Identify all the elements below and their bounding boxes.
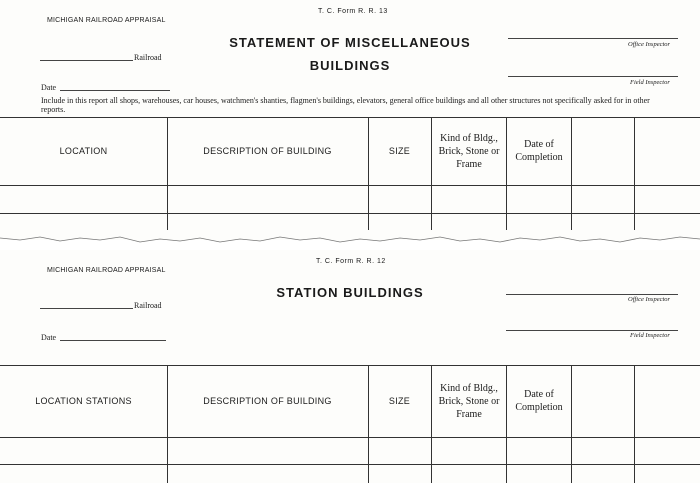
col-header-location: LOCATION — [59, 146, 108, 156]
col-header-location-stations: LOCATION STATIONS — [35, 396, 132, 406]
field-inspector-label: Field Inspector — [630, 332, 670, 339]
form-number: T. C. Form R. R. 12 — [316, 258, 386, 265]
col-header-blank-1 — [571, 117, 634, 185]
date-label: Date — [41, 333, 57, 342]
col-divider — [506, 117, 507, 237]
col-header-blank-2 — [634, 117, 700, 185]
torn-edge — [0, 230, 700, 250]
col-header-completion: Date of Completion — [515, 139, 563, 163]
railroad-label: Railroad — [134, 53, 162, 62]
office-inspector-label: Office Inspector — [628, 296, 671, 303]
form-title: STATION BUILDINGS — [276, 285, 424, 300]
col-divider — [506, 365, 507, 483]
date-blank[interactable] — [60, 90, 170, 91]
col-header-kind: Kind of Bldg., Brick, Stone or Frame — [438, 382, 500, 420]
date-label: Date — [41, 83, 57, 92]
form-number: T. C. Form R. R. 13 — [318, 8, 388, 15]
col-header-blank-1 — [571, 365, 634, 437]
col-header-size: SIZE — [388, 146, 411, 156]
header-bottom-rule — [0, 185, 700, 186]
office-inspector-line[interactable] — [508, 38, 678, 39]
form-rr13 — [0, 0, 700, 240]
field-inspector-line[interactable] — [508, 76, 678, 77]
col-header-size: SIZE — [388, 396, 411, 406]
col-header-completion: Date of Completion — [515, 389, 563, 413]
appraisal-label: MICHIGAN RAILROAD APPRAISAL — [47, 17, 166, 24]
appraisal-label: MICHIGAN RAILROAD APPRAISAL — [47, 267, 166, 274]
form-title-line1: STATEMENT OF MISCELLANEOUS — [229, 35, 471, 50]
date-blank[interactable] — [60, 340, 166, 341]
col-header-blank-2 — [634, 365, 700, 437]
form-rr12 — [0, 250, 700, 483]
col-divider — [431, 365, 432, 483]
col-header-description: DESCRIPTION OF BUILDING — [203, 146, 332, 156]
instructions: Include in this report all shops, warehouses, car houses, watchmen's shanties, flagmen's buildings, elevators, general office buildings and all other structures not specifically asked for in other reports. — [41, 96, 650, 114]
field-inspector-label: Field Inspector — [630, 79, 670, 86]
col-header-kind: Kind of Bldg., Brick, Stone or Frame — [438, 132, 500, 170]
railroad-label: Railroad — [134, 301, 162, 310]
form-title-line2: BUILDINGS — [309, 58, 391, 73]
col-header-description: DESCRIPTION OF BUILDING — [203, 396, 332, 406]
railroad-blank[interactable] — [40, 60, 133, 61]
col-divider — [431, 117, 432, 237]
office-inspector-line[interactable] — [506, 294, 678, 295]
field-inspector-line[interactable] — [506, 330, 678, 331]
header-bottom-rule — [0, 437, 700, 438]
office-inspector-label: Office Inspector — [628, 41, 671, 48]
row-rule — [0, 464, 700, 465]
row-rule — [0, 213, 700, 214]
railroad-blank[interactable] — [40, 308, 133, 309]
